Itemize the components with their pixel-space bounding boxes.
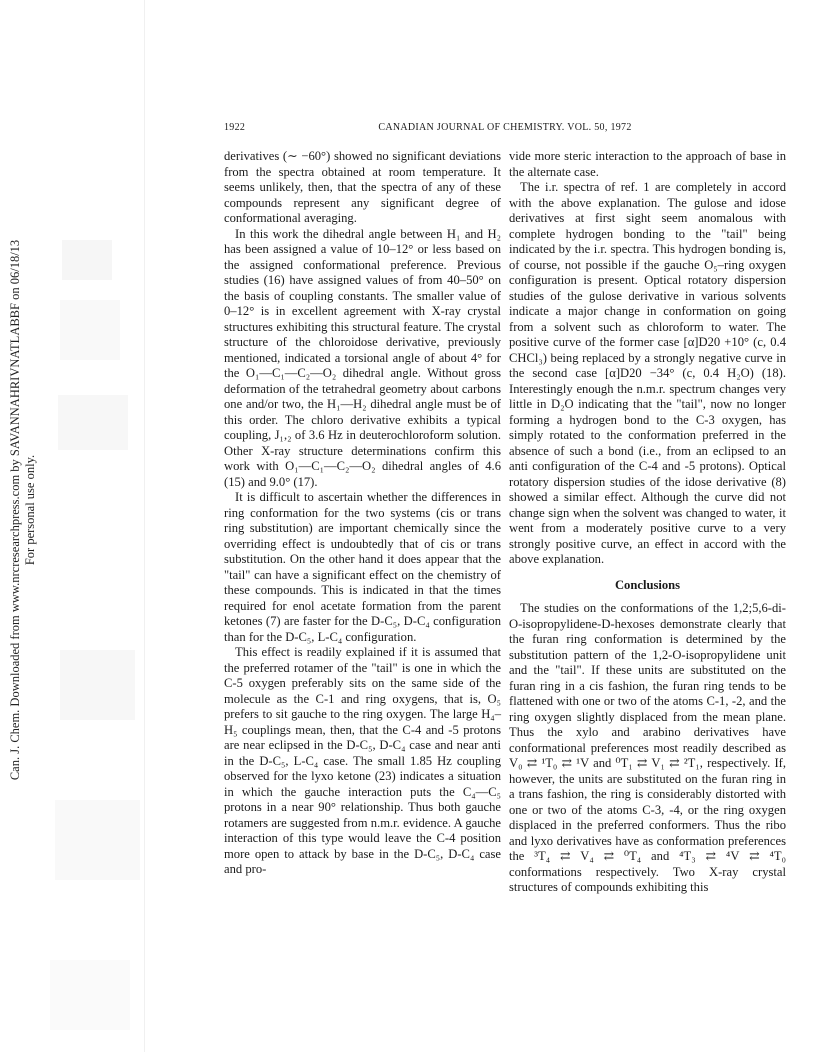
left-column — [224, 149, 501, 878]
running-header — [224, 122, 786, 136]
section-heading: Conclusions — [614, 577, 681, 592]
watermark-line-1: Can. J. Chem. Downloaded from www.nrcresearchpress.com by SAVANNAHRIVNATLABBF on 06/18/13 — [8, 239, 22, 781]
page-number: 1922 — [224, 122, 246, 133]
paragraph: This effect is readily explained if it is assumed that the preferred rotamer of the "tail" is one in which the C-5 oxygen preferably sits on the same side of the molecule as the C-1 and ring oxygens, that is, O₅ prefers to sit gauche to the ring oxygen. The large H₄–H₅ couplings mean, then, that the C-4 and -5 protons are near eclipsed in the D-C₅, D-C₄ case and near anti in the D-C₅, L-C₄ case. The small 1.85 Hz coupling observed for the lyxo ketone (23) indicates a situation in which the gauche interaction puts the C₄—C₅ protons in a near 90° relationship. Thus both gauche rotamers are suggested from n.m.r. evidence. A gauche interaction of this type would leave the C-4 position more open to attack by base in the D-C₅, D-C₄ case and pro- — [224, 645, 501, 876]
running-title: CANADIAN JOURNAL OF CHEMISTRY. VOL. 50, 1972 — [378, 122, 632, 133]
paragraph: vide more steric interaction to the approach of base in the alternate case. — [509, 149, 786, 179]
watermark-line-2: For personal use only. — [23, 454, 37, 566]
paragraph: The i.r. spectra of ref. 1 are completely in accord with the above explanation. The gulose and idose derivatives at first sight seem anomalous with complete hydrogen bonding to the "tail" being indicated by the i.r. spectra. This hydrogen bonding is, of course, not possible if the gauche O₅–ring oxygen configuration is present. Optical rotatory dispersion studies of the gulose derivative in various solvents indicate a major change in conformation on going from a solvent such as chloroform to water. The positive curve of the former case [α]D20 +10° (c, 0.4 CHCl₃) being replaced by a strongly negative curve in the second case [α]D20 −34° (c, 0.4 H₂O) (18). Interestingly enough the n.m.r. spectrum changes very little in D₂O indicating that the "tail", now no longer forming a hydrogen bond to the C-3 oxygen, has simply rotated to the conformation preferred in the absence of such a bond (i.e., from an eclipsed to an anti configuration of the C-4 and -5 protons). Optical rotatory dispersion studies of the idose derivative (8) showed a similar effect. Although the curve did not change sign when the solvent was changed to water, it went from a moderately positive curve to a very strongly positive curve, an effect in accord with the above explanation. — [509, 180, 786, 566]
download-watermark — [8, 230, 48, 790]
paragraph: The studies on the conformations of the 1,2;5,6-di-O-isopropylidene-D-hexoses demonstrate clearly that the furan ring conformation is determined by the substitution pattern of the 1,2-O-isopropylidene unit and the "tail". If these units are substituted on the furan ring in a cis fashion, the furan ring tends to be flattened with one or two of the atoms C-1, -2, and the ring oxygen slightly displaced from the mean plane. Thus the xylo and arabino derivatives have conformational preferences most readily described as V₀ ⇄ ¹T₀ ⇄ ¹V and ⁰T₁ ⇄ V₁ ⇄ ²T₁, respectively. If, however, the units are substituted on the furan ring in a trans fashion, the ring is considerably distorted with one or two of the atoms C-3, -4, or the ring oxygen displaced in the preferred conformers. Thus the ribo and lyxo derivatives have as conformation preferences the ³T₄ ⇄ V₄ ⇄ ⁰T₄ and ⁴T₃ ⇄ ⁴V ⇄ ⁴T₀ conformations respectively. Two X-ray crystal structures of compounds exhibiting this — [509, 601, 786, 894]
page-edge-line — [144, 0, 145, 1052]
right-column — [509, 149, 786, 896]
paragraph: It is difficult to ascertain whether the differences in ring conformation for the two systems (cis or trans ring substitution) are important chemically since the overriding effect is undoubtedly that of cis or trans substitution. On the other hand it does appear that the "tail" can have a significant effect on the chemistry of these compounds. This is indicated in that the times required for enol acetate formation from the parent ketones (7) are faster for the D-C₅, D-C₄ configuration than for the D-C₅, L-C₄ configuration. — [224, 490, 501, 644]
paragraph: derivatives (∼ −60°) showed no significant deviations from the spectra obtained at room temperature. It seems unlikely, then, that the spectra of any of these compounds represent any significant degree of conformational averaging. — [224, 149, 501, 225]
paragraph: In this work the dihedral angle between H₁ and H₂ has been assigned a value of 10–12° or less based on the assigned conformational preference. Previous studies (16) have assigned values of from 40–50° on the basis of coupling constants. The smaller value of 0–12° is in excellent agreement with X-ray crystal structures exhibiting this structural feature. The crystal structure of the chloroidose derivative, previously mentioned, indicated a torsional angle of about 4° for the O₁—C₁—C₂—O₂ dihedral angle. Without gross deformation of the tetrahedral geometry about carbons one and/or two, the H₁—H₂ dihedral angle must be of this order. The chloro derivative exhibits a typical coupling, J₁,₂ of 3.6 Hz in deuterochloroform solution. Other X-ray structure determinations confirm this work with O₁—C₁—C₂—O₂ dihedral angles of 4.6 (15) and 9.0° (17). — [224, 226, 501, 489]
